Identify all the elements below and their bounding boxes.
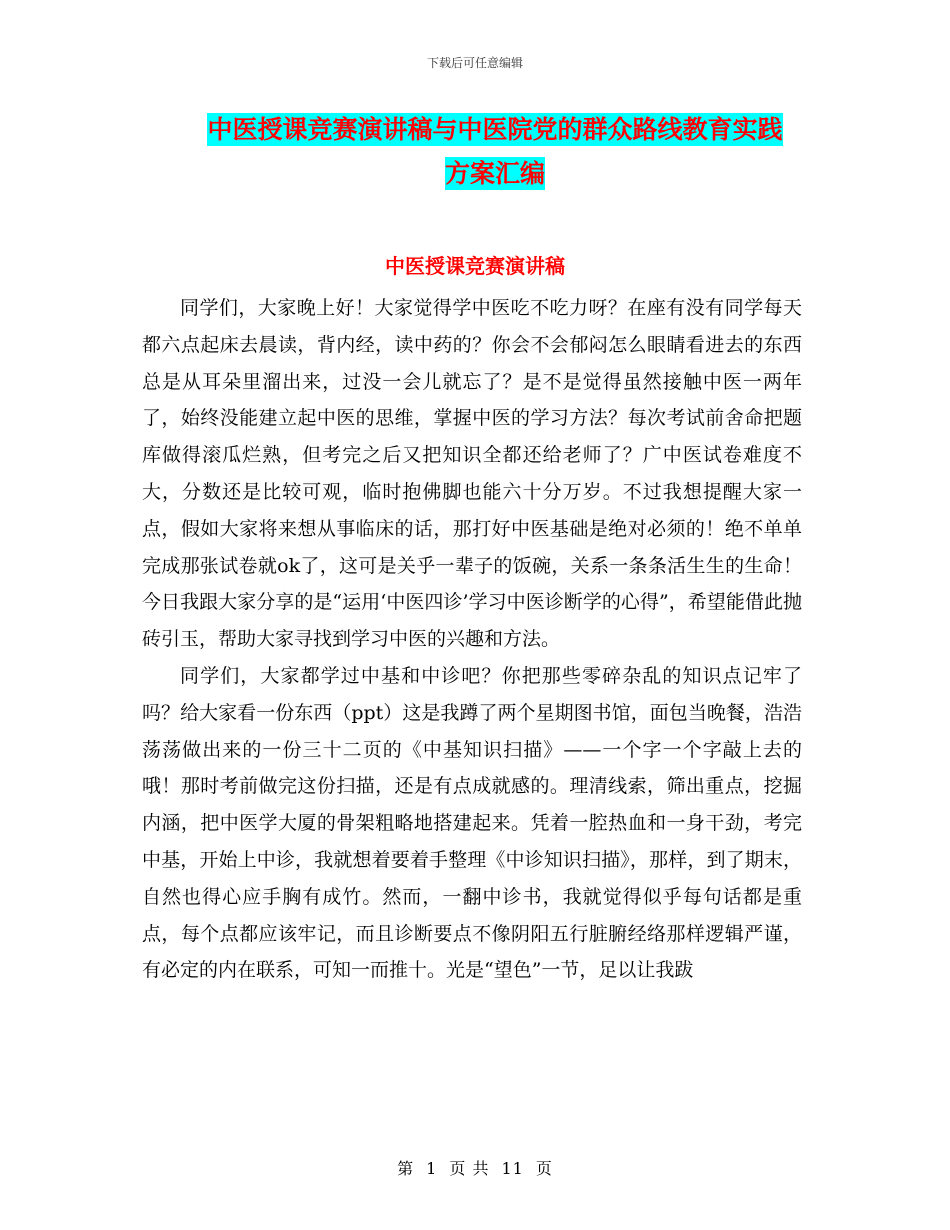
footer-label-pages: 页 (535, 1159, 553, 1178)
section-title: 中医授课竞赛演讲稿 (385, 254, 565, 278)
footer-current-page: 1 (426, 1159, 438, 1178)
footer-label-page: 第 (397, 1159, 415, 1178)
footer-total-pages: 11 (501, 1159, 524, 1178)
document-title-line-1: 中医授课竞赛演讲稿与中医院党的群众路线教育实践 (207, 115, 783, 144)
page-footer (0, 1156, 950, 1179)
header-note: 下载后可任意编辑 (426, 56, 523, 70)
document-title (150, 108, 840, 196)
document-title-line-2: 方案汇编 (444, 159, 545, 188)
paragraph-1: 同学们，大家晚上好！大家觉得学中医吃不吃力呀？在座有没有同学每天都六点起床去晨读，背内经，读中药的？你会不会郁闷怎么眼睛看进去的东西总是从耳朵里溜出来，过没一会儿就忘了？是不是觉得虽然接触中医一两年了，始终没能建立起中医的思维，掌握中医的学习方法？每次考试前舍命把题库做得滚瓜烂熟，但考完之后又把知识全都还给老师了？广中医试卷难度不大，分数还是比较可观，临时抱佛脚也能六十分万岁。不过我想提醒大家一点，假如大家将来想从事临床的话，那打好中医基础是绝对必须的！绝不单单完成那张试卷就ok了，这可是关乎一辈子的饭碗，关系一条条活生生的生命！今日我跟大家分享的是“运用‘中医四诊’学习中医诊断学的心得”，希望能借此抛砖引玉，帮助大家寻找到学习中医的兴趣和方法。 (142, 297, 802, 651)
body-text (142, 290, 802, 989)
paragraph-2: 同学们，大家都学过中基和中诊吧？你把那些零碎杂乱的知识点记牢了吗？给大家看一份东西（ppt）这是我蹲了两个星期图书馆，面包当晚餐，浩浩荡荡做出来的一份三十二页的《中基知识扫描》——一个字一个字敲上去的哦！那时考前做完这份扫描，还是有点成就感的。理清线索，筛出重点，挖掘内涵，把中医学大厦的骨架粗略地搭建起来。凭着一腔热血和一身干劲，考完中基，开始上中诊，我就想着要着手整理《中诊知识扫描》，那样，到了期末，自然也得心应手胸有成竹。然而，一翻中诊书，我就觉得似乎每句话都是重点，每个点都应该牢记，而且诊断要点不像阴阳五行脏腑经络那样逻辑严谨，有必定的内在联系，可知一而推十。光是“望色”一节，足以让我跋 (142, 664, 802, 982)
footer-label-of: 页 共 (449, 1159, 490, 1178)
